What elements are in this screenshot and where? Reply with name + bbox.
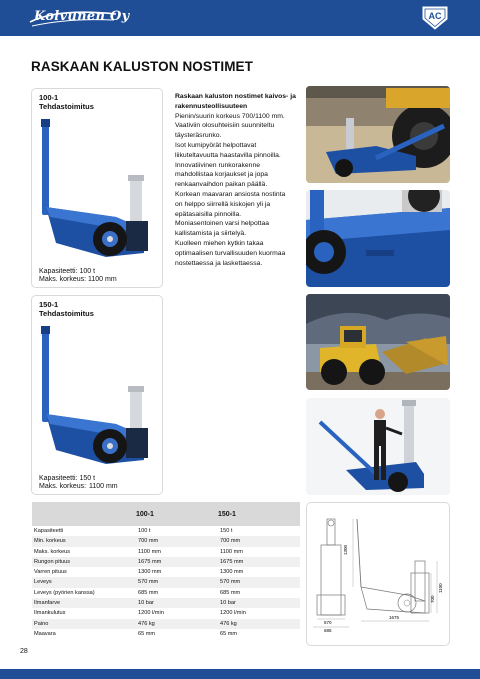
description-line: Korkean maavaran ansiosta nostinta: [175, 190, 286, 198]
table-cell: 1675 mm: [136, 557, 218, 567]
footer-bar: [0, 669, 480, 679]
table-header-cell: 150-1: [218, 502, 300, 526]
spec-table: [32, 502, 300, 639]
table-cell: Varren pituus: [34, 569, 67, 576]
table-row: [32, 608, 300, 618]
table-cell: 685 mm: [138, 589, 159, 596]
description-line: Vaativiin olosuhteisiin suunniteltu: [175, 122, 275, 130]
product-max-height-value: 1100 mm: [88, 483, 118, 490]
dim-width-wheels: 685: [324, 628, 332, 633]
table-header-row: [32, 502, 300, 526]
table-cell: Rungon pituus: [32, 557, 136, 567]
table-cell: 1300 mm: [138, 569, 162, 576]
jack-150-1-image: [36, 324, 160, 470]
table-cell: 476 kg: [218, 619, 300, 629]
product-card-100-1: [31, 88, 163, 288]
description-line: renkaanvaihdon paikan päällä.: [175, 181, 268, 189]
product-model: 150-1: [39, 300, 59, 309]
table-cell: 685 mm: [220, 589, 241, 596]
table-header-cell: [32, 502, 136, 526]
photo-operator-with-jack: [306, 398, 450, 495]
table-cell: Leveys: [32, 577, 136, 587]
table-cell: 10 bar: [218, 598, 300, 608]
table-cell: 476 kg: [136, 619, 218, 629]
description-line: Moniasentoinen varsi helpottaa: [175, 220, 270, 228]
table-cell: Paino: [32, 619, 136, 629]
product-max-height: Maks. korkeus: 1100 mm: [39, 276, 117, 283]
dim-frame: 1675: [389, 615, 400, 620]
company-logo[interactable]: Kolvunen Oy: [34, 9, 130, 24]
description-line: optimaalisen turvallisuuden kuormaa: [175, 249, 286, 257]
description-line: liikuteltavuutta haastavilla pinnoilla.: [175, 151, 281, 159]
header-bar: [0, 0, 480, 36]
description-line: epätasaisilla pinnoilla.: [175, 210, 242, 218]
product-description: [175, 92, 297, 268]
table-cell: Leveys (pyörien kanssa): [34, 589, 95, 596]
description-line: Pienin/suurin korkeus 700/1100 mm.: [175, 112, 285, 120]
table-cell: 10 bar: [136, 598, 218, 608]
table-row: [32, 557, 300, 567]
table-row: [32, 577, 300, 587]
table-cell: Maks. korkeus: [34, 548, 71, 555]
table-cell: 1300 mm: [220, 569, 244, 576]
table-row: [32, 547, 300, 557]
table-cell: Ilmanfarve: [32, 598, 136, 608]
table-cell: 1200 l/min: [220, 610, 246, 617]
table-row: [32, 598, 300, 608]
table-row: [32, 526, 300, 536]
table-row: [32, 629, 300, 639]
description-line: kallistamista ja siirtelyä.: [175, 230, 247, 238]
table-cell: Ilmankulutus: [34, 610, 66, 617]
product-capacity: Kapasiteetti: 150 t: [39, 475, 96, 482]
page-title: RASKAAN KALUSTON NOSTIMET: [31, 59, 254, 74]
table-cell: 1675 mm: [218, 557, 300, 567]
table-cell: 570 mm: [136, 577, 218, 587]
table-cell: 1100 mm: [220, 548, 243, 555]
table-cell: 700 mm: [218, 536, 300, 546]
page-number: 28: [20, 648, 28, 655]
dim-min-height: 700: [430, 595, 435, 603]
photo-jack-closeup: [306, 190, 450, 287]
product-max-height-label: Maks. korkeus:: [39, 483, 87, 490]
product-model: 100-1: [39, 93, 59, 102]
product-max-height: [39, 482, 118, 491]
dim-width: 570: [324, 620, 332, 625]
description-line: täysteräsrunko.: [175, 132, 222, 140]
description-line: nostettaessa ja laskettaessa.: [175, 259, 263, 267]
description-line: mahdollistaa korjaukset ja jopa: [175, 171, 268, 179]
table-cell: 100 t: [138, 528, 151, 534]
table-row: [32, 567, 300, 577]
jack-100-1-image: [36, 117, 160, 263]
photo-wheel-loader: [306, 294, 450, 390]
table-row: [32, 588, 300, 598]
dim-max-height: 1100: [438, 583, 443, 593]
product-subtitle: Tehdastoimitus: [39, 102, 94, 111]
product-subtitle: Tehdastoimitus: [39, 309, 94, 318]
table-header-cell: 100-1: [136, 502, 218, 526]
table-row: [32, 536, 300, 546]
dim-arm: 1300: [343, 544, 348, 555]
table-cell: 65 mm: [220, 630, 238, 637]
description-line: Innovatiivinen runkorakenne: [175, 161, 261, 169]
table-cell: 570 mm: [218, 577, 300, 587]
product-card-150-1: [31, 295, 163, 495]
table-cell: Kapasiteetti: [34, 528, 64, 534]
description-line: on helppo siirrellä kiskojen yli ja: [175, 200, 271, 208]
table-cell: Min. korkeus: [32, 536, 136, 546]
table-cell: 1200 l/min: [138, 610, 164, 617]
photo-mining-truck-jack: [306, 86, 450, 183]
table-cell: 150 t: [220, 528, 233, 534]
technical-drawing: [307, 503, 449, 645]
technical-drawing-card: [306, 502, 450, 646]
table-cell: 65 mm: [138, 630, 156, 637]
table-cell: 1100 mm: [138, 548, 161, 555]
description-line: Isot kumipyörät helpottavat: [175, 141, 257, 149]
ac-badge-label: AC: [428, 11, 442, 21]
product-capacity: Kapasiteetti: 100 t: [39, 268, 96, 275]
table-row: [32, 619, 300, 629]
description-title: Raskaan kaluston nostimet kaivos- ja rakennusteollisuuteen: [175, 93, 296, 110]
table-cell: 700 mm: [136, 536, 218, 546]
table-cell: Maavara: [34, 630, 56, 637]
description-line: Kuolleen miehen kytkin takaa: [175, 239, 264, 247]
